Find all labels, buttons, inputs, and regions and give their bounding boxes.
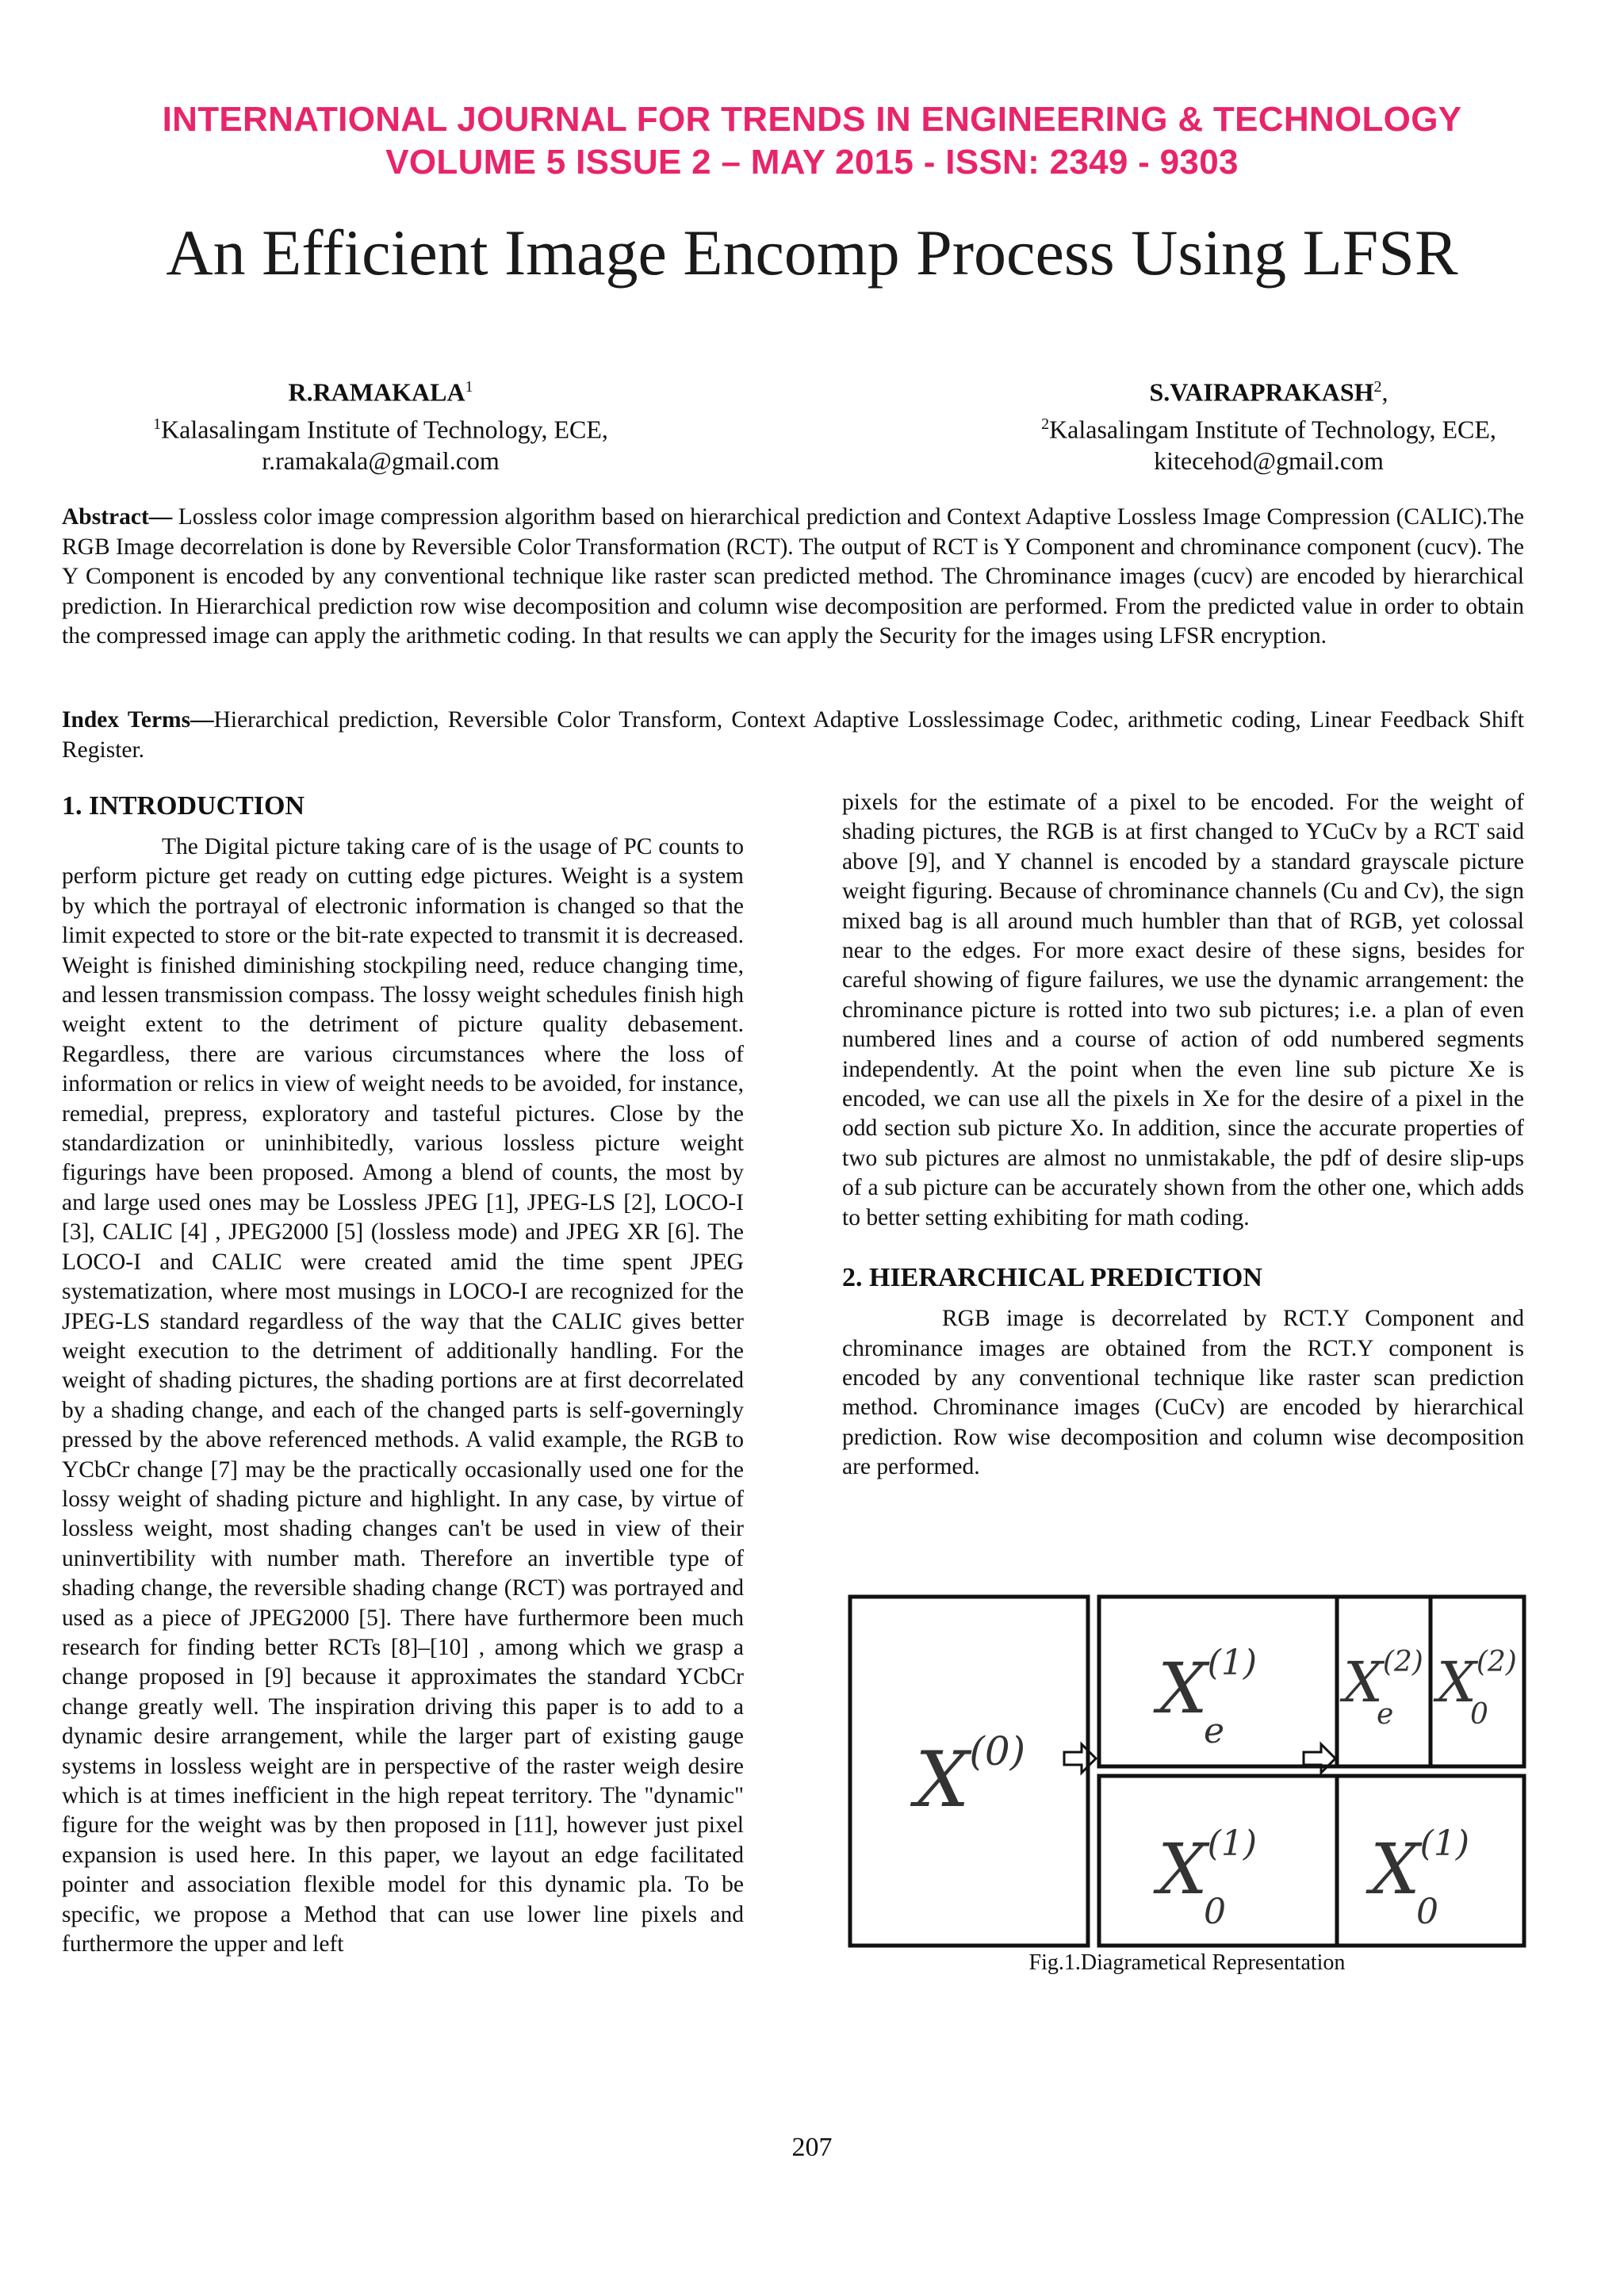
author-affiliation: Kalasalingam Institute of Technology, ECE, bbox=[161, 415, 608, 444]
arrow-right-icon bbox=[1064, 1744, 1096, 1773]
index-terms bbox=[62, 706, 1524, 765]
right-column bbox=[842, 788, 1524, 1483]
author-superscript: 2 bbox=[1373, 378, 1382, 396]
author-email: r.ramakala@gmail.com bbox=[262, 446, 500, 476]
left-column bbox=[62, 788, 744, 1959]
xo1b-label: $X^{(1)}$ 0 bbox=[1370, 1823, 1469, 1932]
xe1-label: $X^{(1)}$ e bbox=[1158, 1643, 1257, 1751]
author-affiliation: Kalasalingam Institute of Technology, ECE, bbox=[1049, 415, 1496, 444]
author-superscript: 1 bbox=[465, 378, 473, 396]
author-name-suffix: , bbox=[1381, 377, 1388, 407]
page-number: 207 bbox=[791, 2133, 833, 2162]
xe2-label: $X^{(2)}$ e bbox=[1343, 1646, 1423, 1731]
affiliation-superscript: 2 bbox=[1041, 415, 1050, 433]
abstract bbox=[62, 503, 1524, 652]
figure-diagram bbox=[847, 1594, 1527, 1949]
author-email: kitecehod@gmail.com bbox=[1154, 446, 1384, 476]
journal-name: INTERNATIONAL JOURNAL FOR TRENDS IN ENGINEERING & TECHNOLOGY bbox=[162, 100, 1462, 139]
author-name: S.VAIRAPRAKASH bbox=[1149, 377, 1374, 407]
abstract-label: Abstract— bbox=[62, 504, 173, 530]
section-heading-hierarchical-prediction: 2. HIERARCHICAL PREDICTION bbox=[842, 1263, 1262, 1293]
author-block-1 bbox=[103, 371, 658, 476]
journal-volume-issue: VOLUME 5 ISSUE 2 – MAY 2015 - ISSN: 2349 - 9303 bbox=[385, 143, 1239, 182]
arrow-right-icon bbox=[1304, 1744, 1335, 1773]
section-heading-introduction: 1. INTRODUCTION bbox=[62, 791, 305, 821]
affiliation-superscript: 1 bbox=[153, 415, 162, 433]
hierarchical-prediction-paragraph: RGB image is decorrelated by RCT.Y Component and chrominance images are obtained from the RCT.Y component is encoded by any conventional technique like raster scan prediction method. Chrominance images (CuCv) are encoded by hierarchical prediction. Row wise decomposition and column wise decomposition are performed. bbox=[842, 1306, 1524, 1480]
paper-title: An Efficient Image Encomp Process Using LFSR bbox=[166, 216, 1458, 289]
author-name: R.RAMAKALA bbox=[288, 377, 465, 407]
abstract-text: Lossless color image compression algorithm based on hierarchical prediction and Context Adaptive Lossless Image Compression (CALIC).The RGB Image decorrelation is done by Reversible Color Transformation (RCT). The output of RCT is Y Component and chrominance component (cucv). The Y Component is encoded by any conventional technique like raster scan predicted method. The Chrominance images (cucv) are encoded by hierarchical prediction. In Hierarchical prediction row wise decomposition and column wise decomposition are performed. From the predicted value in order to obtain the compressed image can apply the arithmetic coding. In that results we can apply the Security for the images using LFSR encryption. bbox=[62, 504, 1524, 649]
xo1-label: $X^{(1)}$ 0 bbox=[1158, 1823, 1257, 1932]
introduction-paragraph: The Digital picture taking care of is the usage of PC counts to perform picture get ready on cutting edge pictures. Weight is a system by which the portrayal of electronic information is changed so that the limit expected to store or the bit-rate expected to transmit it is decreased. Weight is finished diminishing stockpiling need, reduce changing time, and lessen transmission compass. The lossy weight schedules finish high weight extent to the detriment of picture quality debasement. Regardless, there are various circumstances where the loss of information or relics in view of weight needs to be avoided, for instance, remedial, prepress, exploratory and tasteful pictures. Close by the standardization or uninhibitedly, various lossless picture weight figurings have been proposed. Among a blend of counts, the most by and large used ones may be Lossless JPEG [1], JPEG-LS [2], LOCO-I [3], CALIC [4] , JPEG2000 [5] (lossless mode) and JPEG XR [6]. The LOCO-I and CALIC were created amid the time spent JPEG systematization, where most musings in LOCO-I are recognized for the JPEG-LS standard regardless of the way that the CALIC gives better weight execution to the detriment of additionally handling. For the weight of shading pictures, the shading portions are at first decorrelated by a shading change, and each of the changed parts is self-governingly pressed by the above referenced methods. A valid example, the RGB to YCbCr change [7] may be the practically occasionally used one for the lossy weight of shading picture and highlight. In any case, by virtue of lossless weight, most shading changes can't be used in view of their uninvertibility with number math. Therefore an invertible type of shading change, the reversible shading change (RCT) was portrayed and used as a piece of JPEG2000 [5]. There have furthermore been much research for finding better RCTs [8]–[10] , among which we grasp a change proposed in [9] because it approximates the standard YCbCr change greatly well. The inspiration driving this paper is to add to a dynamic desire arrangement, while the larger part of existing gauge systems in lossless weight are in perspective of the raster weigh desire which is at times inefficient in the high repeat territory. The "dynamic" figure for the weight was by then proposed in [11], however just pixel expansion is used here. In this paper, we layout an edge facilitated pointer and association flexible model for this dynamic pla. To be specific, we propose a Method that can use lower line pixels and furthermore the upper and left bbox=[62, 834, 744, 1957]
author-block-2 bbox=[991, 371, 1546, 476]
index-terms-text: Hierarchical prediction, Reversible Color Transform, Context Adaptive Losslessimage Codec, arithmetic coding, Linear Feedback Shift Register. bbox=[62, 707, 1524, 763]
xo2-label: $X^{(2)}$ 0 bbox=[1437, 1646, 1517, 1731]
x0-label: $X^{(0)}$ bbox=[915, 1728, 1026, 1824]
introduction-paragraph-continued: pixels for the estimate of a pixel to be encoded. For the weight of shading pictures, the RGB is at first changed to YCuCv by a RCT said above [9], and Y channel is encoded by a standard grayscale picture weight figuring. Because of chrominance channels (Cu and Cv), the sign mixed bag is all around much humbler than that of RGB, yet colossal near to the edges. For more exact desire of these signs, besides for careful showing of figure failures, we use the dynamic arrangement: the chrominance picture is rotted into two sub pictures; i.e. a plan of even numbered lines and a course of action of odd numbered segments independently. At the point when the even line sub picture Xe is encoded, we can use all the pixels in Xe for the desire of a pixel in the odd section sub picture Xo. In addition, since the accurate properties of two sub pictures are almost no unmistakable, the pdf of desire slip-ups of a sub picture can be accurately shown from the other one, which adds to better setting exhibiting for math coding. bbox=[842, 790, 1524, 1230]
index-terms-label: Index Terms— bbox=[62, 707, 214, 733]
figure-caption: Fig.1.Diagrametical Representation bbox=[1028, 1950, 1346, 1975]
